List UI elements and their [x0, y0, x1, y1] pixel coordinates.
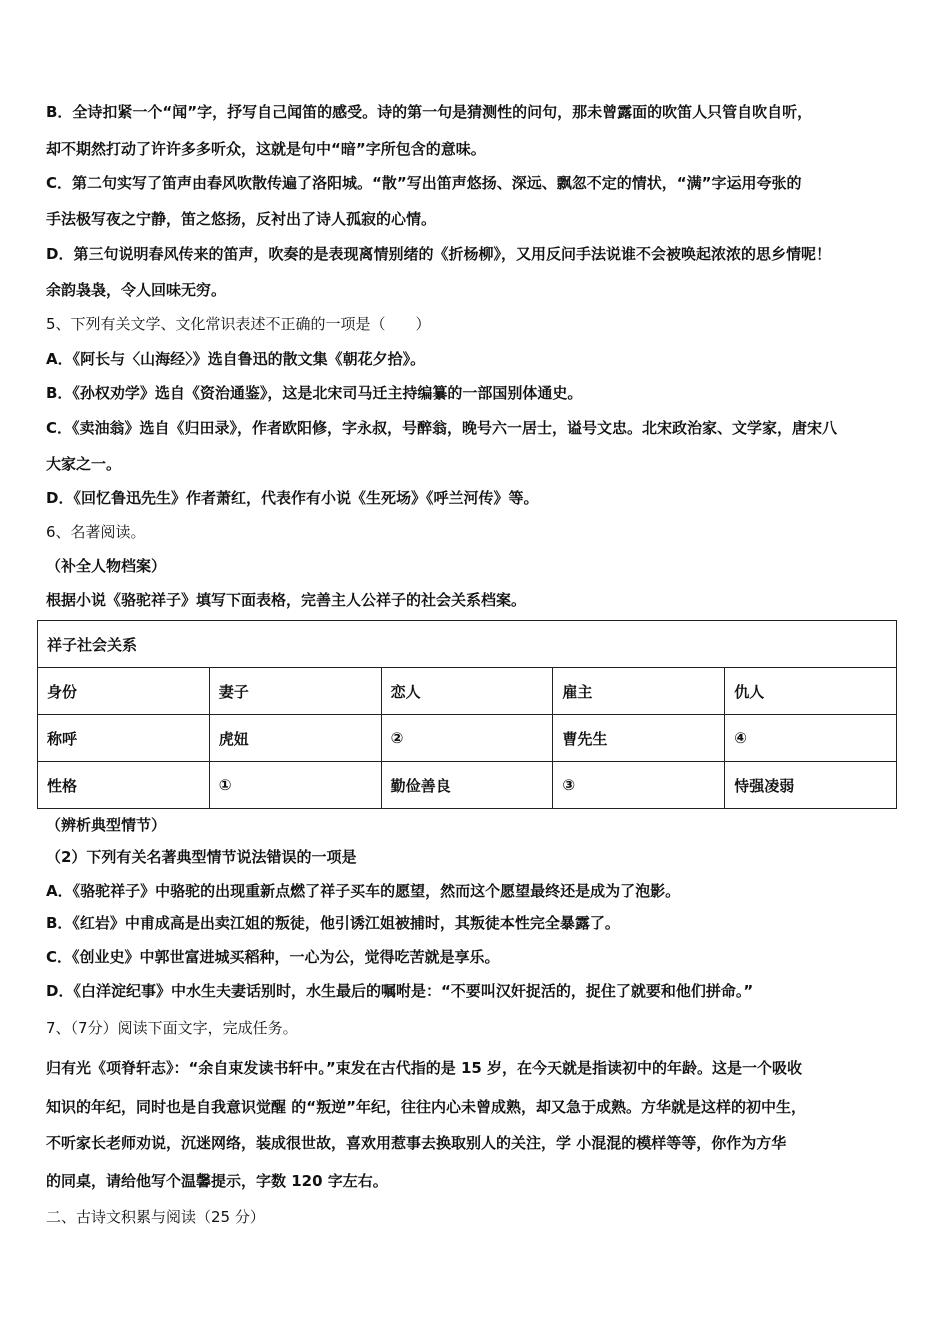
table-cell: 性格 — [38, 762, 210, 809]
question-6-2-option-c: C．《创业史》中郭世富进城买稻种，一心为公，觉得吃苦就是享乐。 — [46, 948, 500, 966]
question-5-option-c-line1: C．《卖油翁》选自《归田录》，作者欧阳修，字永叔，号醉翁，晚号六一居士，谥号文忠。北宋政治家、文学家，唐宋八 — [46, 419, 838, 437]
option-c-line2: 手法极写夜之宁静，笛之悠扬，反衬出了诗人孤寂的心情。 — [46, 210, 437, 228]
option-d-line1: D．第三句说明春风传来的笛声，吹奏的是表现离情别绪的《折杨柳》，又用反问手法说谁不会被唤起浓浓的思乡情呢！ — [46, 245, 831, 263]
table-cell: 虎妞 — [209, 715, 381, 762]
table-cell: 妻子 — [209, 668, 381, 715]
option-b-line2: 却不期然打动了许许多多听众，这就是句中“暗”字所包含的意味。 — [46, 140, 486, 158]
table-row — [38, 762, 897, 809]
option-d-line2: 余韵袅袅，令人回味无穷。 — [46, 281, 227, 299]
table-cell: 雇主 — [553, 668, 725, 715]
option-b-line1: B．全诗扣紧一个“闻”字，抒写自己闻笛的感受。诗的第一句是猜测性的问句，那未曾露面的吹笛人只管自吹自听， — [46, 103, 813, 121]
question-7-text-line: 不听家长老师劝说，沉迷网络，装成很世故，喜欢用惹事去换取别人的关注，学 小混混的模样等等，你作为方华 — [46, 1134, 787, 1152]
table-cell: 身份 — [38, 668, 210, 715]
table-cell: ② — [381, 715, 553, 762]
table-cell: ① — [209, 762, 381, 809]
table-cell: 称呼 — [38, 715, 210, 762]
question-6-2-option-a: A．《骆驼祥子》中骆驼的出现重新点燃了祥子买车的愿望，然而这个愿望最终还是成为了泡影。 — [46, 882, 681, 900]
question-6-sub1: （补全人物档案） — [46, 557, 167, 575]
question-5-option-c-line2: 大家之一。 — [46, 455, 122, 473]
table-cell: 仇人 — [725, 668, 897, 715]
question-6-2-stem: （2）下列有关名著典型情节说法错误的一项是 — [46, 848, 357, 866]
option-c-line1: C．第二句实写了笛声由春风吹散传遍了洛阳城。“散”写出笛声悠扬、深远、飘忽不定的情状，“满”字运用夸张的 — [46, 174, 802, 192]
question-7-text-line: 归有光《项脊轩志》：“余自束发读书轩中。”束发在古代指的是 15 岁，在今天就是指读初中的年龄。这是一个吸收 — [46, 1059, 803, 1077]
question-6-instruction: 根据小说《骆驼祥子》填写下面表格，完善主人公祥子的社会关系档案。 — [46, 591, 527, 609]
question-6-2-option-b: B．《红岩》中甫成高是出卖江姐的叛徒，他引诱江姐被捕时，其叛徒本性完全暴露了。 — [46, 914, 620, 932]
question-6-stem: 6、名著阅读。 — [46, 523, 146, 541]
question-7-stem: 7、（7分）阅读下面文字，完成任务。 — [46, 1019, 298, 1037]
table-cell: 恃强凌弱 — [725, 762, 897, 809]
relations-table — [37, 620, 897, 809]
question-5-option-b: B．《孙权劝学》选自《资治通鉴》，这是北宋司马迁主持编纂的一部国别体通史。 — [46, 384, 583, 402]
table-cell: 勤俭善良 — [381, 762, 553, 809]
table-cell: ④ — [725, 715, 897, 762]
question-5-stem: 5、下列有关文学、文化常识表述不正确的一项是（ ） — [46, 315, 431, 333]
table-cell: 恋人 — [381, 668, 553, 715]
question-7-text-line: 的同桌，请给他写个温馨提示，字数 120 字左右。 — [46, 1172, 388, 1190]
table-cell: ③ — [553, 762, 725, 809]
question-7-text-line: 知识的年纪，同时也是自我意识觉醒 的“叛逆”年纪，往往内心未曾成熟，却又急于成熟。方华就是这样的初中生， — [46, 1098, 806, 1116]
question-6-sub2: （辨析典型情节） — [46, 816, 167, 834]
table-row — [38, 668, 897, 715]
table-title: 祥子社会关系 — [38, 621, 897, 668]
table-row — [38, 715, 897, 762]
table-cell: 曹先生 — [553, 715, 725, 762]
question-6-2-option-d: D．《白洋淀纪事》中水生夫妻话别时，水生最后的嘱咐是：“不要叫汉奸捉活的，捉住了就要和他们拼命。” — [46, 982, 754, 1000]
section-2-heading: 二、古诗文积累与阅读（25 分） — [46, 1208, 265, 1226]
question-5-option-d: D．《回忆鲁迅先生》作者萧红，代表作有小说《生死场》《呼兰河传》等。 — [46, 489, 539, 507]
question-5-option-a: A．《阿长与〈山海经〉》选自鲁迅的散文集《朝花夕拾》。 — [46, 350, 426, 368]
